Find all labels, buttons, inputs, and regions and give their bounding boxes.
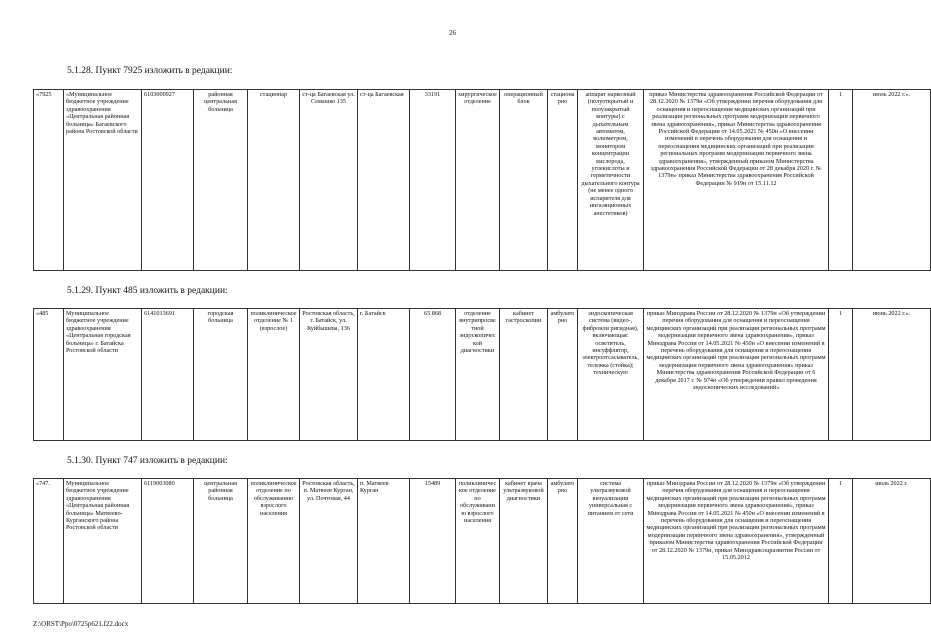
section-heading: 5.1.30. Пункт 747 изложить в редакции: — [67, 456, 228, 466]
cell-department: поликлиническое отделение по обслуживанию взрослого населения — [456, 479, 500, 604]
cell-population: 15489 — [410, 479, 456, 604]
cell-org-type: районная центральная больница — [194, 90, 248, 271]
cell-organization: Муниципальное бюджетное учреждение здравоохранения «Центральная районная больница» Матвеево-Курганского района Ростовской области — [64, 479, 142, 604]
cell-unit-kind: поликлиническое отделение № 1 (взрослое) — [248, 309, 300, 441]
cell-deadline: июнь 2022 г.». — [853, 309, 931, 441]
amendment-table — [33, 478, 931, 604]
table-row — [34, 479, 931, 604]
cell-department: хирургическое отделение — [456, 90, 500, 271]
cell-condition: амбулаторно — [548, 309, 578, 441]
cell-department: отделение внутрипросветной эндоскопической диагностики — [456, 309, 500, 441]
cell-deadline: июль 2022 г. — [853, 479, 931, 604]
cell-deadline: июль 2022 г.». — [853, 90, 931, 271]
cell-legal-basis: приказ Министерства здравоохранения Российской Федерации от 28.12.2020 № 1379н «Об утверждении перечня оборудования для оснащения и переоснащения медицинских организаций при реализации региональных программ модернизации первичного звена здравоохранения», приказ Министерства здравоохранения Российской Федерации от 14.05.2021 № 450н «О внесении изменений в перечень оборудования для оснащения и переоснащения медицинских организаций при реализации региональных программ модернизации первичного звена здравоохранения», утвержденный приказом Министерства здравоохранения Российской Федерации от 28 декабря 2020 г. № 1379н» приказ Министерства здравоохранения Российской Федерации № 919н от 15.11.12 — [644, 90, 829, 271]
cell-population: 65 868 — [410, 309, 456, 441]
cell-number: «7925 — [34, 90, 64, 271]
cell-locality: п. Матвеев Курган — [358, 479, 410, 604]
table-row — [34, 309, 931, 441]
cell-organization: Муниципальное бюджетное учреждение здравоохранения «Центральная городская больница» г. Батайска Ростовской области — [64, 309, 142, 441]
cell-code: 6119003080 — [142, 479, 194, 604]
cell-code: 6103000927 — [142, 90, 194, 271]
cell-locality: ст-ца Багаевская — [358, 90, 410, 271]
cell-unit-kind: поликлиническое отделение по обслуживанию взрослого населения — [248, 479, 300, 604]
cell-address: Ростовская область, г. Батайск, ул. Куйбышева, 136 — [300, 309, 358, 441]
cell-address: ст-ца Багаевская ул. Семашко 135 — [300, 90, 358, 271]
table-row — [34, 90, 931, 271]
cell-quantity: 1 — [829, 479, 853, 604]
cell-org-type: центральная районная больница — [194, 479, 248, 604]
cell-number: «485 — [34, 309, 64, 441]
cell-population: 33191 — [410, 90, 456, 271]
cell-code: 6141013691 — [142, 309, 194, 441]
amendment-table — [33, 308, 931, 441]
cell-room: кабинет врача ультразвуковой диагностики — [500, 479, 548, 604]
section-heading: 5.1.28. Пункт 7925 изложить в редакции: — [67, 66, 233, 76]
cell-quantity: 1 — [829, 90, 853, 271]
cell-unit-kind: стационар — [248, 90, 300, 271]
cell-number: «747. — [34, 479, 64, 604]
cell-org-type: городская больница — [194, 309, 248, 441]
cell-room: операционный блок — [500, 90, 548, 271]
cell-address: Ростовская область, п. Матвеев Курган, ул. Почтовая, 44 — [300, 479, 358, 604]
section-heading: 5.1.29. Пункт 485 изложить в редакции: — [67, 286, 228, 296]
amendment-table — [33, 89, 931, 271]
footer-file-path: Z:\ORST\Ppo\0725p621.f22.docx — [33, 620, 129, 628]
cell-legal-basis: приказ Минздрава России от 28.12.2020 № 1379н «Об утверждении перечня оборудования для оснащения и переоснащения медицинских организаций при реализации региональных программ модернизации первичного звена здравоохранения», приказ Минздрава России от 14.05.2021 № 450н «О внесении изменений в перечень оборудования для оснащения и переоснащения медицинских организаций при реализации региональных программ модернизации первичного звена здравоохранения», утвержденный приказом Министерства здравоохранения Российской Федерации от 28.12.2020 № 1379н, приказ Минздравсоцразвития России от 15.05.2012 — [644, 479, 829, 604]
cell-quantity: 1 — [829, 309, 853, 441]
cell-equipment: эндоскопическая система (видео-, фиброили ригидная), включающая: осветитель, инсуффлятор, электроотсасыватель, тележка (стойка); техническую — [578, 309, 644, 441]
cell-condition: амбулаторно — [548, 479, 578, 604]
cell-legal-basis: приказ Минздрава России от 28.12.2020 № 1379н «Об утверждении перечня оборудования для оснащения и переоснащения медицинских организаций при реализации региональных программ модернизации первичного звена здравоохранения», приказ Минздрава России от 14.05.2021 № 450н «О внесении изменений в перечень оборудования для оснащения и переоснащения медицинских организаций при реализации региональных программ модернизации первичного звена здравоохранения» приказ Министерства здравоохранения Российской Федерации от 6 декабря 2017 г. № 974н «Об утверждении правил проведения эндоскопических исследований» — [644, 309, 829, 441]
cell-room: кабинет гастроскопии — [500, 309, 548, 441]
cell-organization: «Муниципальное бюджетное учреждение здравоохранения «Центральная районная больница» Багаевского района Ростовской области — [64, 90, 142, 271]
cell-equipment: аппарат наркозный (полуоткрытый и полузакрытый контуры) с дыхательным автоматом, волюметром, монитором концентрации кислорода, углекислоты и герметичности дыхательного контура (не менее одного испарителя для ингаляционных анестетиков) — [578, 90, 644, 271]
cell-locality: г. Батайск — [358, 309, 410, 441]
page-number: 26 — [449, 29, 456, 37]
cell-equipment: система ультразвуковой визуализации универсальная с питанием от сети — [578, 479, 644, 604]
cell-condition: стационарно — [548, 90, 578, 271]
